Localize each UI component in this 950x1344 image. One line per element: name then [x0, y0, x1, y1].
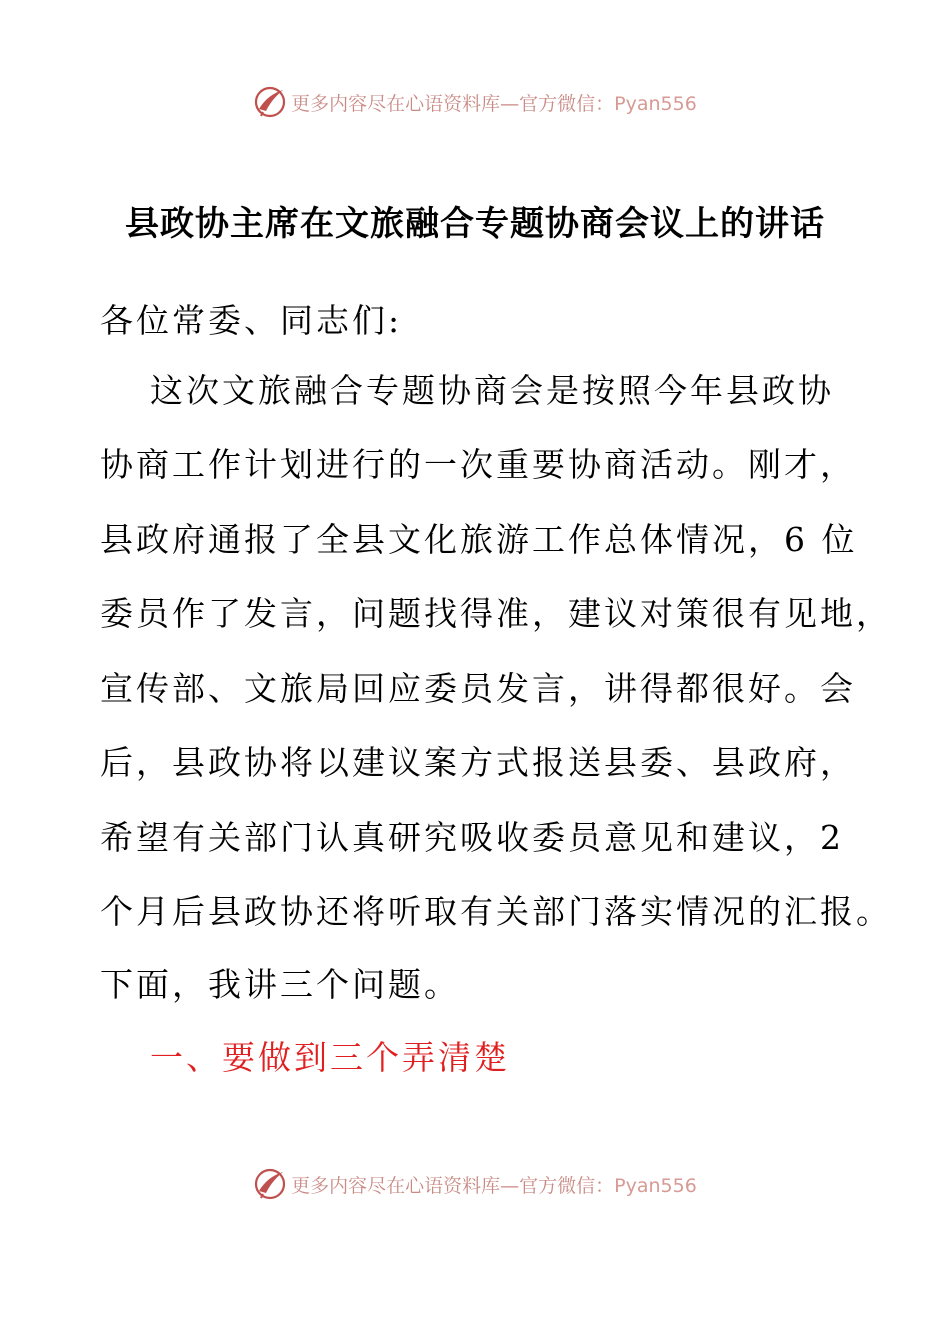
body-line: 协商工作计划进行的一次重要协商活动。刚才，	[100, 445, 856, 484]
body-line: 委员作了发言，问题找得准，建议对策很有见地，	[100, 594, 892, 633]
quill-logo-icon	[253, 1167, 287, 1201]
header-watermark	[0, 80, 950, 124]
body-line: 这次文旅融合专题协商会是按照今年县政协	[150, 371, 834, 410]
body-line: 希望有关部门认真研究吸收委员意见和建议，2	[100, 818, 844, 857]
body-line: 个月后县政协还将听取有关部门落实情况的汇报。	[100, 892, 892, 931]
body-line: 县政府通报了全县文化旅游工作总体情况，6 位	[100, 520, 858, 559]
section-heading: 一、要做到三个弄清楚	[150, 1038, 510, 1077]
salutation: 各位常委、同志们:	[100, 301, 403, 340]
watermark-text: 更多内容尽在心语资料库—官方微信：Pyan556	[291, 92, 697, 115]
body-line: 后，县政协将以建议案方式报送县委、县政府，	[100, 743, 856, 782]
wechat-id: Pyan556	[614, 92, 697, 115]
quill-logo-icon	[253, 85, 287, 119]
watermark-text: 更多内容尽在心语资料库—官方微信：Pyan556	[291, 1174, 697, 1197]
document-title: 县政协主席在文旅融合专题协商会议上的讲话	[125, 204, 825, 244]
wechat-id: Pyan556	[614, 1174, 697, 1197]
footer-watermark	[0, 1162, 950, 1206]
body-line: 下面，我讲三个问题。	[100, 965, 460, 1004]
body-line: 宣传部、文旅局回应委员发言，讲得都很好。会	[100, 669, 856, 708]
